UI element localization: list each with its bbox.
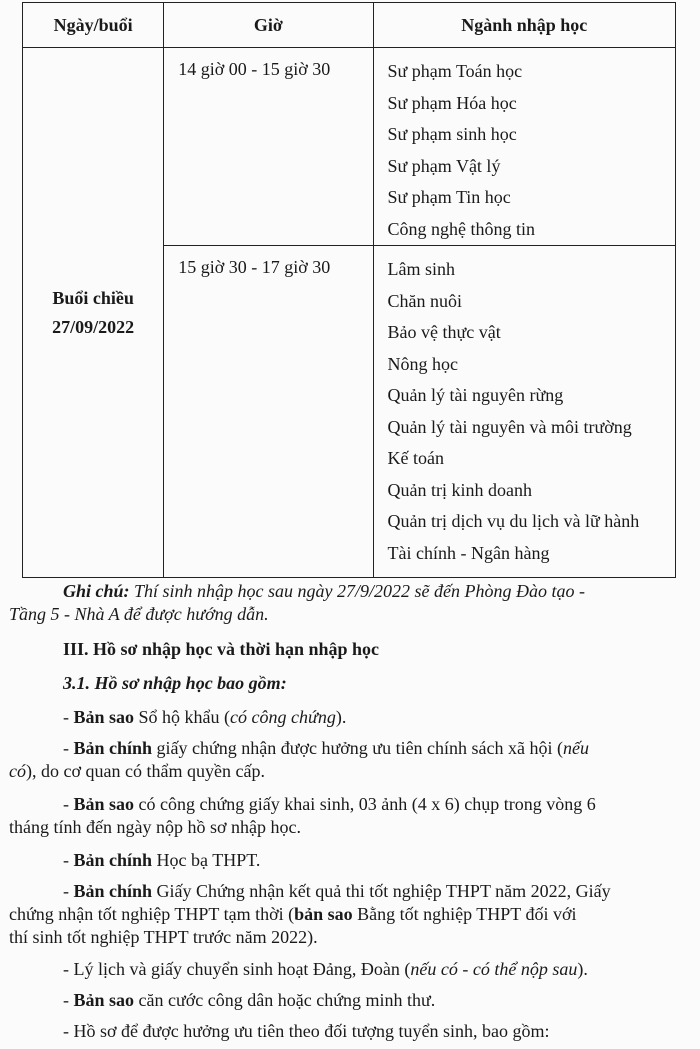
- major-item: Nông học: [387, 353, 459, 374]
- time-slot-cell: 14 giờ 00 - 15 giờ 30: [164, 48, 373, 246]
- table-header-row: [23, 3, 676, 48]
- list-item: - Hồ sơ để được hưởng ưu tiên theo đối tượng tuyển sinh, bao gồm:: [63, 1021, 550, 1041]
- major-item: Quản lý tài nguyên và môi trường: [387, 416, 632, 437]
- major-item: Bảo vệ thực vật: [387, 322, 501, 342]
- day-session-label: Buổi chiều: [52, 287, 134, 308]
- major-item: Quản trị kinh doanh: [387, 479, 532, 500]
- admission-schedule-table: [22, 2, 676, 578]
- table-row: [23, 48, 676, 246]
- major-item: Sư phạm Toán học: [387, 61, 523, 81]
- list-item: - Bản sao có công chứng giấy khai sinh, 03 ảnh (4 x 6) chụp trong vòng 6 tháng tính đến ngày nộp hồ sơ nhập học.: [9, 794, 596, 837]
- major-item: Chăn nuôi: [387, 290, 463, 311]
- header-time: Giờ: [164, 3, 373, 48]
- major-item: Sư phạm Vật lý: [387, 155, 501, 176]
- note-paragraph: [9, 580, 675, 626]
- major-item: Quản trị dịch vụ du lịch và lữ hành: [387, 511, 640, 531]
- list-item: - Bản sao căn cước công dân hoặc chứng minh thư.: [63, 990, 436, 1010]
- major-item: Sư phạm Tin học: [387, 187, 511, 207]
- major-item: Quản lý tài nguyên rừng: [387, 385, 564, 405]
- major-item: Sư phạm sinh học: [387, 124, 517, 144]
- list-item: - Bản chính Học bạ THPT.: [63, 850, 261, 870]
- major-item: Tài chính - Ngân hàng: [387, 542, 550, 563]
- list-item: - Bản chính giấy chứng nhận được hưởng ưu tiên chính sách xã hội (nếu có), do cơ quan có thẩm quyền cấp.: [9, 738, 590, 781]
- section-3-1-heading: 3.1. Hồ sơ nhập học bao gồm:: [63, 673, 287, 693]
- note-text: Thí sinh nhập học sau ngày 27/9/2022 sẽ đến Phòng Đào tạo -: [129, 581, 585, 601]
- list-item: - Lý lịch và giấy chuyển sinh hoạt Đảng, Đoàn (nếu có - có thể nộp sau).: [63, 959, 588, 979]
- day-date-label: 27/09/2022: [52, 316, 135, 337]
- note-text-line2: Tầng 5 - Nhà A để được hướng dẫn.: [9, 604, 269, 624]
- majors-cell: [373, 246, 675, 578]
- header-day: Ngày/buổi: [23, 3, 164, 48]
- day-session-cell: [23, 48, 164, 578]
- list-item: - Bản chính Giấy Chứng nhận kết quả thi tốt nghiệp THPT năm 2022, Giấy chứng nhận tốt nghiệp THPT tạm thời (bản sao Bằng tốt nghiệp THPT đối với thí sinh tốt nghiệp THPT trước năm 2022).: [9, 881, 611, 947]
- major-item: Kế toán: [387, 448, 444, 468]
- major-item: Công nghệ thông tin: [387, 218, 536, 239]
- majors-cell: [373, 48, 675, 246]
- header-major: Ngành nhập học: [373, 3, 675, 48]
- major-item: Lâm sinh: [387, 259, 456, 279]
- note-label: Ghi chú:: [63, 581, 130, 601]
- major-item: Sư phạm Hóa học: [387, 92, 517, 113]
- time-slot-cell: 15 giờ 30 - 17 giờ 30: [164, 246, 373, 578]
- section-3-heading: III. Hồ sơ nhập học và thời hạn nhập học: [63, 639, 380, 659]
- list-item: - Bản sao Sổ hộ khẩu (có công chứng).: [63, 707, 347, 727]
